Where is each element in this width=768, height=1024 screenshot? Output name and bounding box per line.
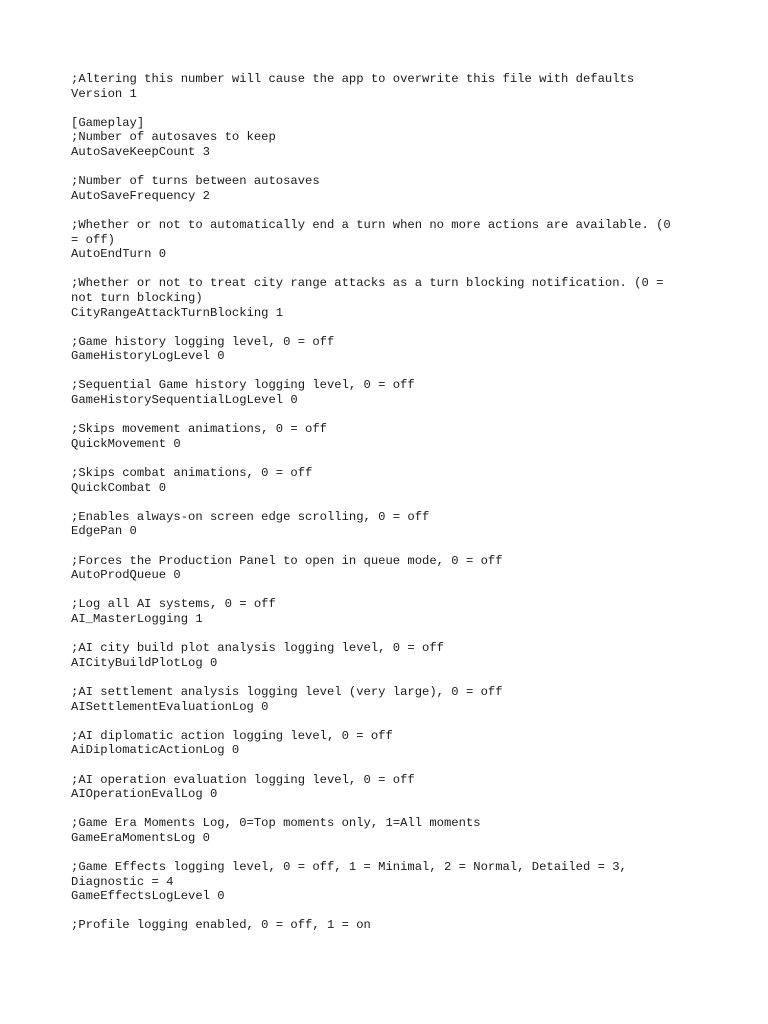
setting-line: GameHistorySequentialLogLevel 0 bbox=[71, 393, 298, 408]
setting-line: QuickCombat 0 bbox=[71, 480, 167, 495]
block-quick-combat bbox=[71, 466, 701, 495]
comment-line: ;Forces the Production Panel to open in queue mode, 0 = off bbox=[71, 553, 503, 568]
setting-line: GameHistoryLogLevel 0 bbox=[71, 349, 225, 364]
block-game-history-sequential-log bbox=[71, 378, 701, 407]
comment-line: ;Whether or not to treat city range attacks as a turn blocking notification. (0 = bbox=[71, 276, 664, 291]
setting-line: AutoProdQueue 0 bbox=[71, 568, 181, 583]
block-version bbox=[71, 72, 701, 101]
comment-line: ;Whether or not to automatically end a turn when no more actions are available. (0 bbox=[71, 217, 671, 232]
section-header: [Gameplay] bbox=[71, 115, 145, 130]
block-autosave-keep-count bbox=[71, 116, 701, 160]
setting-line: AIOperationEvalLog 0 bbox=[71, 787, 218, 802]
setting-line: AISettlementEvaluationLog 0 bbox=[71, 699, 269, 714]
block-game-era-moments-log bbox=[71, 816, 701, 845]
comment-line: ;AI operation evaluation logging level, 0 = off bbox=[71, 772, 415, 787]
comment-line: ;Number of autosaves to keep bbox=[71, 130, 276, 145]
block-city-range-attack bbox=[71, 276, 701, 320]
comment-line: ;Skips movement animations, 0 = off bbox=[71, 422, 327, 437]
block-ai-settlement-evaluation-log bbox=[71, 685, 701, 714]
comment-line: ;Game history logging level, 0 = off bbox=[71, 334, 335, 349]
block-profile-logging bbox=[71, 918, 701, 933]
block-game-effects-log bbox=[71, 860, 701, 904]
comment-line: not turn blocking) bbox=[71, 290, 203, 305]
comment-line: ;AI settlement analysis logging level (very large), 0 = off bbox=[71, 684, 503, 699]
setting-line: AutoSaveKeepCount 3 bbox=[71, 144, 210, 159]
setting-line: AutoEndTurn 0 bbox=[71, 247, 167, 262]
block-autosave-frequency bbox=[71, 174, 701, 203]
comment-line: ;Profile logging enabled, 0 = off, 1 = on bbox=[71, 918, 371, 933]
setting-line: AI_MasterLogging 1 bbox=[71, 611, 203, 626]
comment-line: ;Altering this number will cause the app to overwrite this file with defaults bbox=[71, 72, 635, 86]
block-ai-city-build-plot-log bbox=[71, 641, 701, 670]
config-document bbox=[71, 72, 701, 948]
comment-line: ;Number of turns between autosaves bbox=[71, 174, 320, 189]
block-auto-end-turn bbox=[71, 218, 701, 262]
setting-line: GameEraMomentsLog 0 bbox=[71, 830, 210, 845]
block-game-history-log bbox=[71, 335, 701, 364]
setting-line: AICityBuildPlotLog 0 bbox=[71, 655, 218, 670]
setting-line: EdgePan 0 bbox=[71, 524, 137, 539]
setting-line: AutoSaveFrequency 2 bbox=[71, 188, 210, 203]
setting-line: AiDiplomaticActionLog 0 bbox=[71, 743, 240, 758]
setting-line: QuickMovement 0 bbox=[71, 436, 181, 451]
block-ai-master-logging bbox=[71, 597, 701, 626]
comment-line: ;AI diplomatic action logging level, 0 = off bbox=[71, 728, 393, 743]
comment-line: ;Enables always-on screen edge scrolling, 0 = off bbox=[71, 509, 430, 524]
block-edge-pan bbox=[71, 510, 701, 539]
setting-line: Version 1 bbox=[71, 86, 137, 101]
setting-line: CityRangeAttackTurnBlocking 1 bbox=[71, 305, 284, 320]
block-auto-prod-queue bbox=[71, 554, 701, 583]
block-ai-operation-eval-log bbox=[71, 773, 701, 802]
comment-line: = off) bbox=[71, 232, 115, 247]
comment-line: Diagnostic = 4 bbox=[71, 874, 174, 889]
comment-line: ;Log all AI systems, 0 = off bbox=[71, 597, 276, 612]
comment-line: ;Sequential Game history logging level, 0 = off bbox=[71, 378, 415, 393]
block-ai-diplomatic-action-log bbox=[71, 729, 701, 758]
setting-line: GameEffectsLogLevel 0 bbox=[71, 889, 225, 904]
block-quick-movement bbox=[71, 422, 701, 451]
comment-line: ;Skips combat animations, 0 = off bbox=[71, 466, 313, 481]
comment-line: ;Game Era Moments Log, 0=Top moments only, 1=All moments bbox=[71, 816, 481, 831]
comment-line: ;Game Effects logging level, 0 = off, 1 = Minimal, 2 = Normal, Detailed = 3, bbox=[71, 860, 627, 875]
comment-line: ;AI city build plot analysis logging level, 0 = off bbox=[71, 641, 444, 656]
